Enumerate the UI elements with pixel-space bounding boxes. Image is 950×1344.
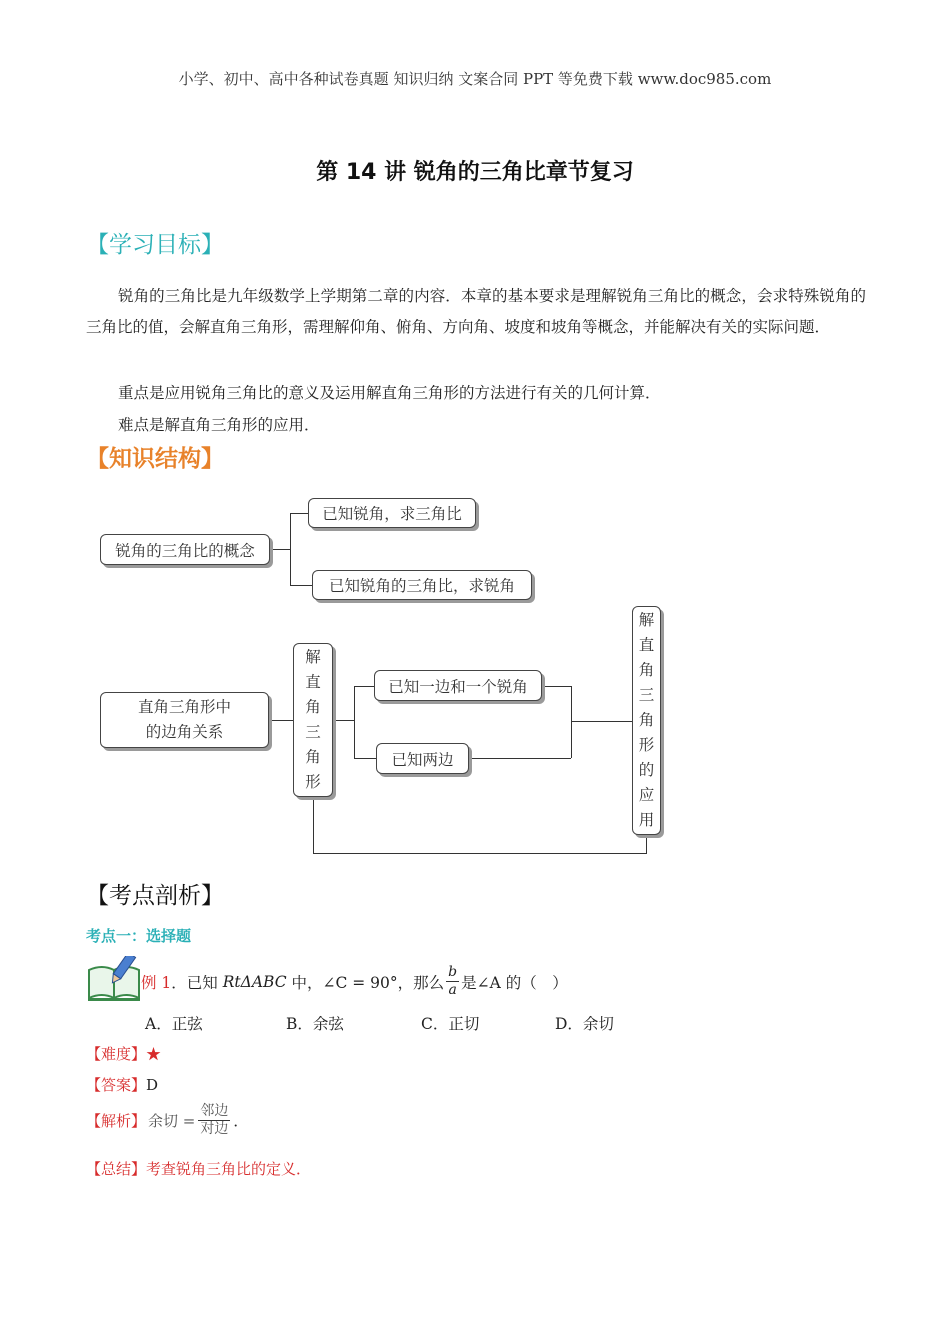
side-angle-box: 已知一边和一个锐角 (374, 670, 542, 701)
page-header: 小学、初中、高中各种试卷真题 知识归纳 文案合同 PPT 等免费下载 www.doc985.com (178, 70, 772, 88)
solve-triangle-box (293, 643, 333, 797)
connector (333, 720, 354, 721)
two-sides-box: 已知两边 (376, 743, 469, 774)
difficulty-star: ★ (146, 1045, 162, 1063)
box-char: 角 (638, 661, 655, 679)
connector (290, 513, 291, 585)
summary-row (86, 1158, 311, 1179)
box-char: 三 (638, 686, 655, 704)
box-char: 角 (638, 711, 655, 729)
relation-line-2: 的边角关系 (145, 723, 224, 741)
answer-value: D (146, 1076, 159, 1094)
goals-paragraph-3: 难点是解直角三角形的应用． (118, 416, 320, 434)
explanation-row (86, 1103, 248, 1138)
option-d: D．余切 (555, 1015, 614, 1033)
answer-label: 【答案】 (86, 1076, 147, 1094)
section-analysis: 【考点剖析】 (86, 883, 224, 909)
connector (313, 853, 647, 854)
box-char: 角 (305, 748, 321, 766)
goals-paragraph-1: 锐角的三角比是九年级数学上学期第二章的内容．本章的基本要求是理解锐角三角比的概念，会求特殊锐角的三角比的值，会解直角三角形，需理解仰角、俯角、方向角、坡度和坡角等概念，并能解决有关的实际问题． (86, 287, 866, 336)
question-text-c: 是∠A 的（ ） (461, 973, 568, 992)
box-char: 形 (305, 773, 321, 791)
difficulty-row (86, 1043, 161, 1064)
option-b: B．余弦 (286, 1015, 344, 1033)
connector (313, 797, 314, 853)
connector (354, 686, 355, 758)
application-box (632, 606, 661, 835)
connector (270, 549, 290, 550)
connector (290, 585, 312, 586)
box-char: 解 (638, 611, 655, 629)
answer-row (86, 1074, 158, 1095)
summary-text: 考查锐角三角比的定义． (146, 1160, 312, 1178)
explanation-numerator: 邻边 (200, 1103, 229, 1119)
connector (290, 513, 308, 514)
question-text-a: ．已知 (171, 973, 223, 992)
box-char: 的 (638, 761, 655, 779)
explanation-text: 余切 = (148, 1112, 196, 1130)
connector (571, 686, 572, 758)
box-char: 用 (638, 811, 655, 829)
question-text-b: 中，∠C = 90°，那么 (286, 973, 445, 992)
summary-label: 【总结】 (86, 1160, 147, 1178)
example-1-question (141, 964, 568, 999)
example-label: 例 1 (141, 973, 172, 992)
box-char: 形 (638, 736, 655, 754)
explanation-end: ． (233, 1112, 249, 1130)
concept-box: 锐角的三角比的概念 (100, 534, 270, 565)
connector (469, 758, 571, 759)
known-angle-box: 已知锐角，求三角比 (308, 498, 476, 528)
difficulty-label: 【难度】 (86, 1045, 147, 1063)
connector (646, 835, 647, 853)
connector (269, 720, 293, 721)
fraction-b-over-a (446, 964, 459, 999)
explanation-fraction (198, 1103, 230, 1138)
box-char: 三 (305, 723, 321, 741)
connector (571, 721, 632, 722)
box-char: 直 (305, 673, 321, 691)
connector (354, 686, 374, 687)
box-char: 直 (638, 636, 655, 654)
connector (354, 758, 376, 759)
known-ratio-box: 已知锐角的三角比，求锐角 (312, 570, 532, 600)
fraction-numerator: b (448, 964, 458, 980)
relation-box (100, 692, 269, 748)
page-title: 第 14 讲 锐角的三角比章节复习 (316, 160, 634, 185)
topic-heading: 考点一：选择题 (86, 927, 192, 945)
box-char: 应 (638, 786, 655, 804)
section-goals: 【学习目标】 (86, 232, 224, 258)
goals-paragraph-2: 重点是应用锐角三角比的意义及运用解直角三角形的方法进行有关的几何计算． (118, 384, 661, 402)
explanation-denominator: 对边 (200, 1121, 229, 1137)
explanation-label: 【解析】 (86, 1112, 147, 1130)
section-structure: 【知识结构】 (86, 446, 224, 472)
connector (542, 686, 571, 687)
book-pencil-icon (86, 956, 142, 1002)
fraction-denominator: a (448, 982, 457, 998)
relation-line-1: 直角三角形中 (137, 698, 231, 716)
question-math: RtΔABC (222, 972, 287, 991)
box-char: 角 (305, 698, 321, 716)
box-char: 解 (305, 648, 321, 666)
option-c: C．正切 (421, 1015, 480, 1033)
option-a: A．正弦 (145, 1015, 203, 1033)
